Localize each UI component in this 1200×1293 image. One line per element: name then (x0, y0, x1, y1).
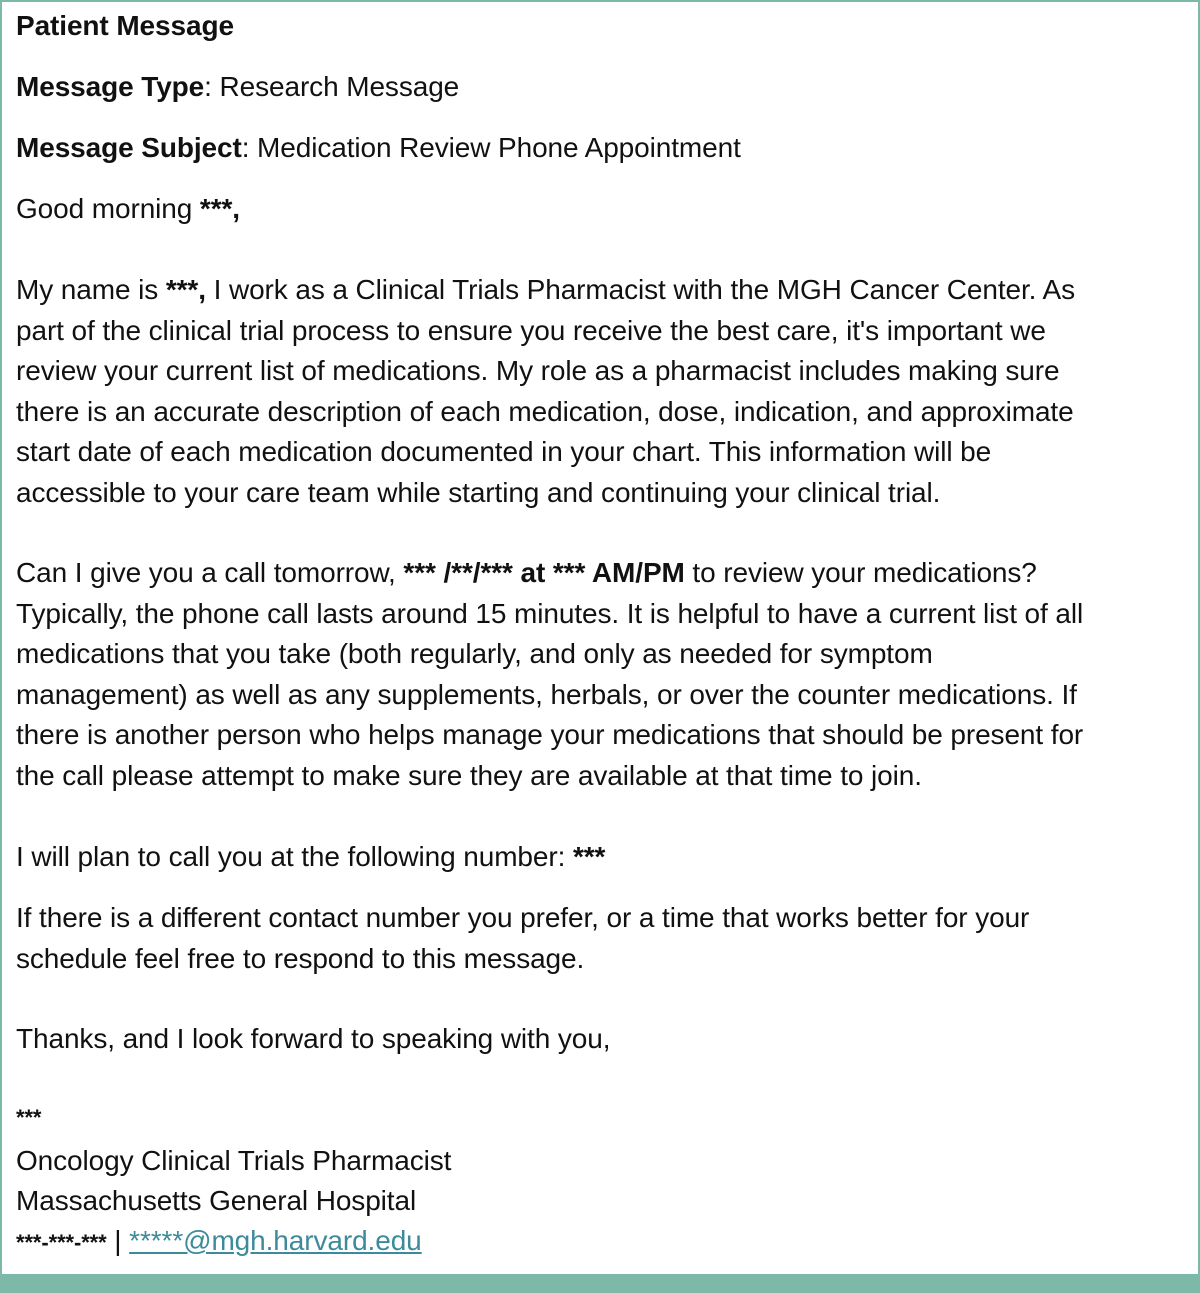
paragraph3-line1: If there is a different contact number you prefer, or a time that works better for your (16, 902, 1030, 933)
paragraph2-line6: the call please attempt to make sure they are available at that time to join. (16, 759, 922, 791)
paragraph1-line1 (16, 270, 1075, 311)
signature-phone: ***-***-*** (16, 1230, 107, 1255)
paragraph2-text: to review your medications? (684, 557, 1037, 588)
paragraph1-line5: start date of each medication documented in your chart. This information will be (16, 436, 992, 467)
bottom-bar (0, 1274, 1200, 1293)
signature-title: Oncology Clinical Trials Pharmacist (16, 1145, 452, 1176)
greeting-name: ***, (199, 193, 240, 224)
paragraph2-line1 (16, 553, 1037, 594)
signature-contact (16, 1221, 422, 1264)
paragraph3-line2: schedule feel free to respond to this message. (16, 942, 585, 974)
signature-name: *** (16, 1105, 42, 1130)
paragraph1-text: I work as a Clinical Trials Pharmacist with the MGH Cancer Center. As (205, 274, 1075, 305)
paragraph2-line2: Typically, the phone call lasts around 15 minutes. It is helpful to have a current list of all (16, 597, 1084, 629)
closing: Thanks, and I look forward to speaking with you, (16, 1023, 611, 1054)
greeting-text: Good morning (16, 193, 200, 224)
call-plan-text: I will plan to call you at the following number: (16, 841, 573, 872)
message-subject-row (16, 128, 741, 169)
paragraph2-line5: there is another person who helps manage your medications that should be present for (16, 719, 1084, 750)
paragraph1-line2: part of the clinical trial process to ensure you receive the best care, it's important we (16, 314, 1046, 346)
message-subject-value: : Medication Review Phone Appointment (241, 132, 741, 163)
page-title: Patient Message (16, 10, 234, 41)
greeting (16, 189, 240, 230)
signature-separator: | (106, 1225, 130, 1256)
signature-org: Massachusetts General Hospital (16, 1185, 417, 1216)
paragraph1-text: My name is (16, 274, 166, 305)
message-type-row (16, 67, 459, 108)
message-subject-label: Message Subject (16, 132, 242, 163)
paragraph2-line3: medications that you take (both regularly, and only as needed for symptom (16, 638, 933, 669)
paragraph1-line4: there is an accurate description of each medication, dose, indication, and approximate (16, 395, 1074, 427)
message-type-label: Message Type (16, 71, 205, 102)
appointment-time: *** /**/*** at *** AM/PM (403, 557, 685, 588)
email-link[interactable]: *****@mgh.harvard.edu (129, 1225, 422, 1256)
message-type-value: : Research Message (204, 71, 460, 102)
call-number: *** (572, 841, 606, 872)
paragraph2-text: Can I give you a call tomorrow, (16, 557, 404, 588)
paragraph2-line4: management) as well as any supplements, herbals, or over the counter medications. If (16, 678, 1077, 710)
paragraph1-line3: review your current list of medications. My role as a pharmacist includes making sure (16, 355, 1060, 386)
paragraph1-line6: accessible to your care team while starting and continuing your clinical trial. (16, 476, 941, 508)
sender-name: ***, (165, 274, 206, 305)
call-plan (16, 837, 605, 878)
